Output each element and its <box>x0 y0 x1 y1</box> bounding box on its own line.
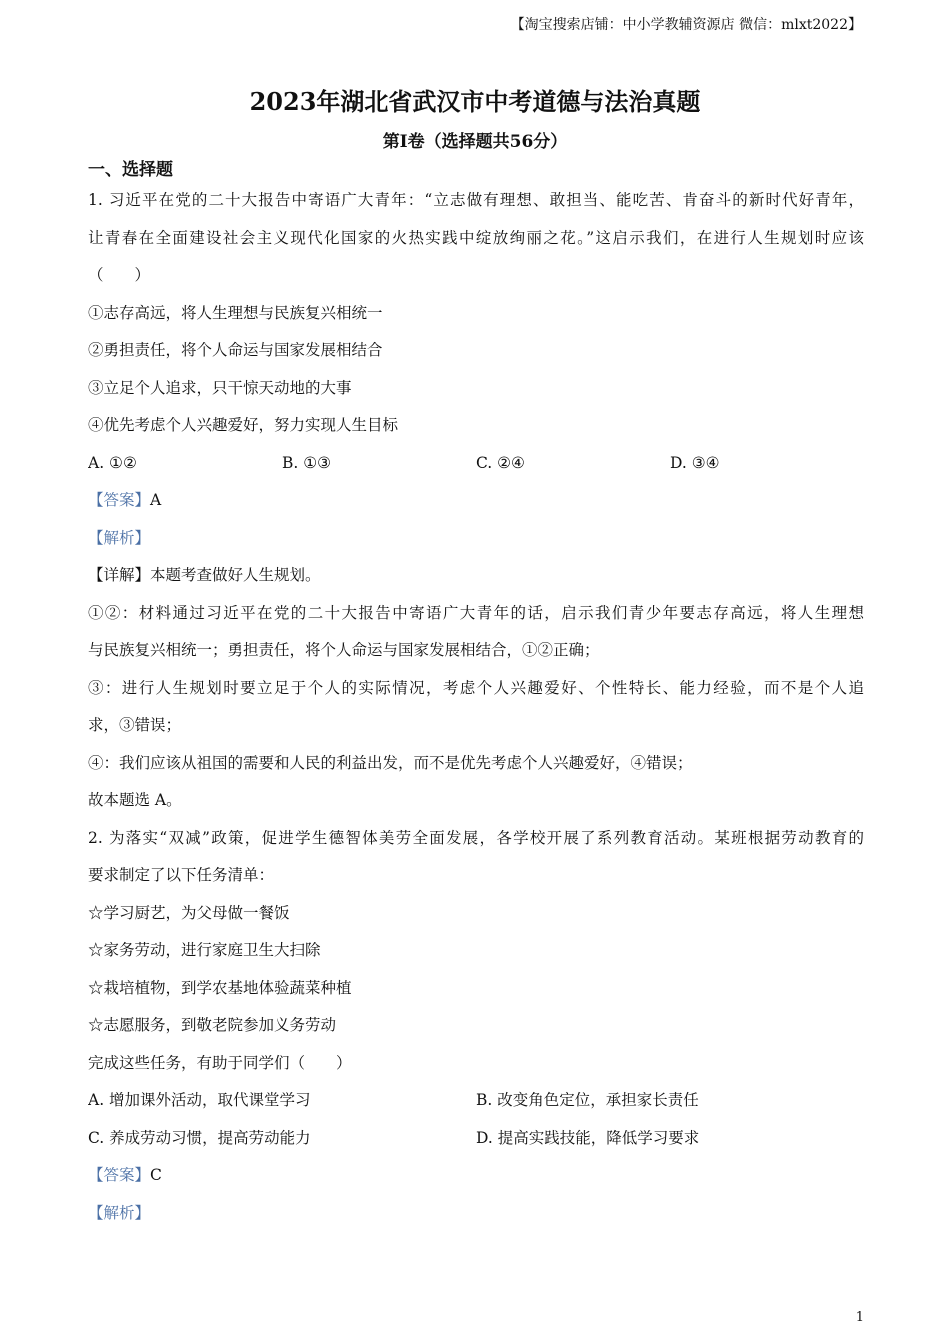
q1-item: ④优先考虑个人兴趣爱好，努力实现人生目标 <box>88 416 399 434</box>
q2-answer: C <box>150 1166 162 1184</box>
analysis-tag: 【解析】 <box>88 528 151 547</box>
q2-item: ☆学习厨艺，为父母做一餐饭 <box>88 903 290 922</box>
q2-option-c: C. 养成劳动习惯，提高劳动能力 <box>88 1128 311 1147</box>
q2-item: ☆志愿服务，到敬老院参加义务劳动 <box>88 1016 337 1034</box>
q1-explain-line: 故本题选 A。 <box>88 791 182 809</box>
q1-answer-line <box>88 482 864 520</box>
q2-answer-line <box>88 1157 864 1195</box>
detail-tag: 【详解】 <box>88 566 151 584</box>
q1-options <box>88 445 864 483</box>
q2-item: ☆栽培植物，到学农基地体验蔬菜种植 <box>88 978 352 997</box>
q1-explain-line: 与民族复兴相统一；勇担责任，将个人命运与国家发展相结合，①②正确； <box>88 641 600 659</box>
page-subtitle: 第I卷（选择题共56分） <box>382 132 568 152</box>
q1-answer-bracket: （ ） <box>88 266 151 284</box>
store-header-note: 【淘宝搜索店铺：中小学教辅资源店 微信：mlxt2022】 <box>510 17 862 33</box>
q1-detail-line <box>88 557 864 595</box>
q2-option-a: A. 增加课外活动，取代课堂学习 <box>88 1091 311 1109</box>
q2-stem-line: 要求制定了以下任务清单： <box>88 866 275 884</box>
q2-item: ☆家务劳动，进行家庭卫生大扫除 <box>88 941 321 959</box>
q2-option-d: D. 提高实践技能，降低学习要求 <box>476 1128 700 1147</box>
q1-stem-line: 让青春在全面建设社会主义现代化国家的火热实践中绽放绚丽之花。”这启示我们，在进行人生规划时应该 <box>88 228 864 247</box>
q1-option-d: D. ③④ <box>670 453 720 472</box>
answer-tag: 【答案】 <box>88 1166 151 1184</box>
q2-stem-line: 2. 为落实“双减”政策，促进学生德智体美劳全面发展，各学校开展了系列教育活动。某班根据劳动教育的 <box>88 828 864 847</box>
q1-option-b: B. ①③ <box>282 453 332 472</box>
q2-option-b: B. 改变角色定位，承担家长责任 <box>476 1091 699 1109</box>
q2-options-row <box>88 1120 864 1158</box>
page-title: 2023年湖北省武汉市中考道德与法治真题 <box>249 87 701 116</box>
q1-option-c: C. ②④ <box>476 453 525 472</box>
q1-stem-line: 1. 习近平在党的二十大报告中寄语广大青年：“立志做有理想、敢担当、能吃苦、肯奋斗的新时代好青年， <box>88 191 864 209</box>
page-number: 1 <box>855 1310 864 1325</box>
q1-explain-line: ①②：材料通过习近平在党的二十大报告中寄语广大青年的话，启示我们青少年要志存高远，将人生理想 <box>88 603 864 622</box>
q2-options-row <box>88 1082 864 1120</box>
q1-item: ③立足个人追求，只干惊天动地的大事 <box>88 378 352 397</box>
question-content <box>88 182 864 1232</box>
q1-option-a: A. ①② <box>88 453 137 472</box>
answer-tag: 【答案】 <box>88 491 151 509</box>
analysis-tag: 【解析】 <box>88 1203 151 1222</box>
q1-detail: 本题考查做好人生规划。 <box>150 566 321 584</box>
q1-explain-line: ③：进行人生规划时要立足于个人的实际情况，考虑个人兴趣爱好、个性特长、能力经验，而不是个人追 <box>88 678 864 697</box>
q2-question: 完成这些任务，有助于同学们（ ） <box>88 1053 352 1072</box>
section-heading: 一、选择题 <box>88 160 173 180</box>
q1-item: ②勇担责任，将个人命运与国家发展相结合 <box>88 341 383 359</box>
q1-explain-line: 求，③错误； <box>88 716 182 734</box>
q1-answer: A <box>150 491 162 509</box>
q1-explain-line: ④：我们应该从祖国的需要和人民的利益出发，而不是优先考虑个人兴趣爱好，④错误； <box>88 753 693 772</box>
q1-item: ①志存高远，将人生理想与民族复兴相统一 <box>88 303 383 322</box>
